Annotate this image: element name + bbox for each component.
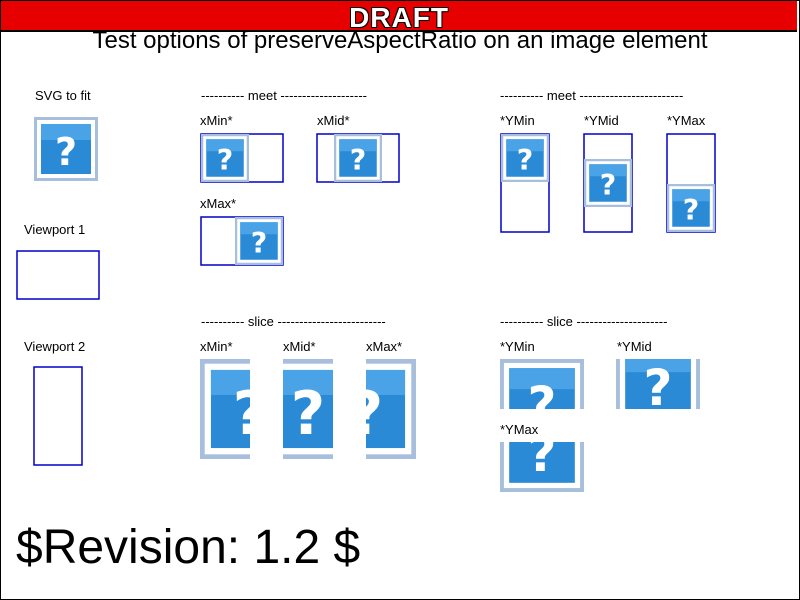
svg-to-fit-label: SVG to fit <box>35 88 91 103</box>
draft-banner-text: DRAFT <box>349 2 449 33</box>
diagram-canvas: ? <box>0 0 800 600</box>
meet-xmin-label: xMin* <box>200 113 233 128</box>
meet-ymin-label: *YMin <box>500 113 535 128</box>
slice-y-header: ---------- slice --------------------- <box>500 314 668 329</box>
viewport2-label: Viewport 2 <box>24 339 86 354</box>
meet-xmax-icon <box>235 217 283 265</box>
slice-x-header: ---------- slice ------------------------- <box>201 314 386 329</box>
meet-y-header: ---------- meet ------------------------ <box>500 88 684 103</box>
page-title: Test options of preserveAspectRatio on an image element <box>92 27 708 54</box>
slice-xmin-label: xMin* <box>200 339 233 354</box>
meet-x-header: ---------- meet -------------------- <box>201 88 367 103</box>
viewport1-label: Viewport 1 <box>24 222 86 237</box>
svg-to-fit-icon <box>34 117 98 181</box>
revision-text: $Revision: 1.2 $ <box>16 521 361 574</box>
viewport1-box <box>17 251 99 299</box>
meet-ymid-icon <box>584 159 632 207</box>
meet-ymid-label: *YMid <box>584 113 619 128</box>
meet-ymax-label: *YMax <box>667 113 706 128</box>
meet-xmid-icon <box>334 134 382 182</box>
slice-ymid-label: *YMid <box>617 339 652 354</box>
slice-xmid-icon <box>258 359 358 459</box>
meet-xmin-icon <box>201 134 249 182</box>
slice-ymin-label: *YMin <box>500 339 535 354</box>
slice-xmax-label: xMax* <box>366 339 403 354</box>
meet-ymax-icon <box>667 184 715 232</box>
slice-ymax-icon <box>500 408 584 492</box>
viewport2-box <box>34 367 82 465</box>
meet-ymin-icon <box>501 134 549 182</box>
slice-ymax-label: *YMax <box>500 422 539 437</box>
meet-xmax-label: xMax* <box>200 196 237 211</box>
meet-xmid-label: xMid* <box>317 113 350 128</box>
slice-xmid-label: xMid* <box>283 339 316 354</box>
